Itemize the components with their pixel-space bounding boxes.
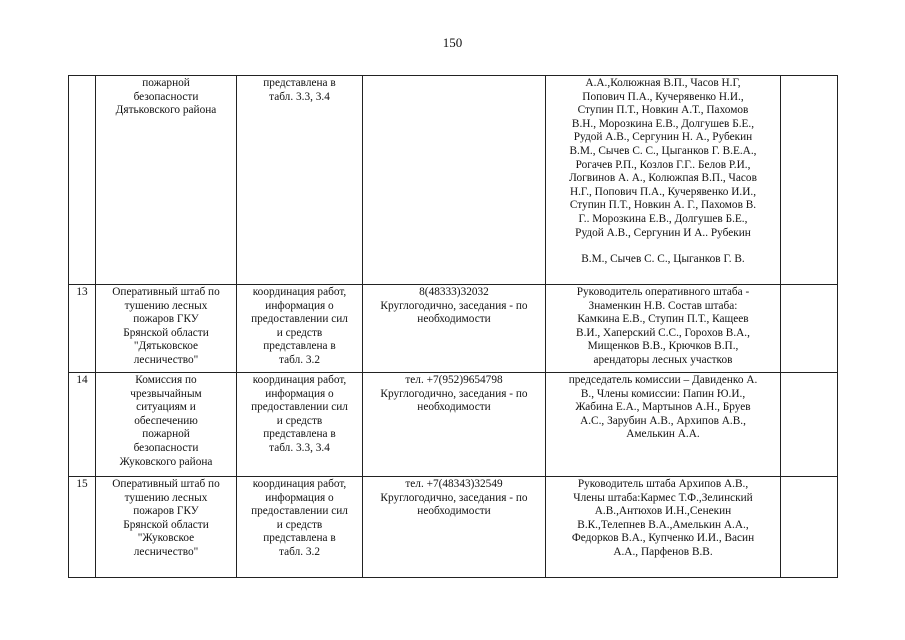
organization-name-cell-line: Жуковского района <box>119 455 213 468</box>
row-number-cell: 13 <box>69 285 96 373</box>
contacts-cell-line: 8(48333)32032 <box>419 286 489 298</box>
organization-name-cell-line: пожарной <box>142 428 190 441</box>
row-number-cell <box>69 76 96 285</box>
members-cell-line: Члены штаба:Кармес Т.Ф.,Зелинский <box>573 491 753 504</box>
contacts-cell <box>363 285 546 373</box>
functions-cell-line: и средств <box>276 518 323 531</box>
functions-cell-line: представлена в <box>263 340 336 353</box>
organization-name-cell-line: Оперативный штаб по <box>112 286 220 298</box>
functions-cell-line: табл. 3.2 <box>279 353 320 366</box>
members-cell-line: В.К.,Телепнев В.А.,Амелькин А.А., <box>577 518 749 531</box>
members-cell-line: Логвинов А. А., Колюжпая В.П., Часов <box>569 172 757 185</box>
organization-name-cell-line: ситуациям и <box>136 401 196 414</box>
functions-cell-line: координация работ, <box>252 286 347 298</box>
functions-cell-line: представлена в <box>263 428 336 441</box>
members-cell-line: Камкина Е.В., Ступин П.Т., Кащеев <box>577 313 749 326</box>
members-cell-line: Ступин П.Т., Новкин А. Г., Пахомов В. <box>569 199 757 212</box>
row-number-cell: 14 <box>69 373 96 477</box>
functions-cell-line: координация работ, <box>252 374 347 386</box>
organization-name-cell-line: обеспечению <box>134 414 198 427</box>
functions-cell-line: табл. 3.3, 3.4 <box>269 441 330 454</box>
members-cell-line: В.Н., Морозкина Е.В., Долгушев Б.Е., <box>571 117 755 130</box>
contacts-cell-line: тел. +7(952)9654798 <box>405 374 503 386</box>
members-cell-line: Знаменкин Н.В. Состав штаба: <box>588 299 738 312</box>
members-cell-line: Н.Г., Попович П.А., Кучерявенко И.И., <box>569 185 757 198</box>
contacts-cell-line: Круглогодично, заседания - по <box>380 299 528 312</box>
functions-cell-line: координация работ, <box>252 478 347 490</box>
page-number: 150 <box>442 35 463 50</box>
organization-name-cell-line: Брянской области <box>123 326 209 339</box>
notes-cell <box>781 373 838 477</box>
members-cell-line: Жабина Е.А., Мартынов А.Н., Бруев <box>575 401 751 414</box>
members-cell-line: Руководитель оперативного штаба - <box>576 286 750 298</box>
functions-cell <box>237 285 363 373</box>
members-cell <box>546 76 781 285</box>
notes-cell <box>781 285 838 373</box>
functions-cell-line: предоставлении сил <box>251 401 348 414</box>
members-cell-line: В.М., Сычев С. С., Цыганков Г. В.Е.А., <box>569 144 757 157</box>
functions-cell-line: и средств <box>276 326 323 339</box>
functions-cell-line: информация о <box>265 491 334 504</box>
organization-name-cell-line: безопасности <box>133 441 199 454</box>
notes-cell <box>781 76 838 285</box>
organization-name-cell <box>96 76 237 285</box>
members-cell-line: А.В.,Антюхов И.Н.,Сенекин <box>594 505 732 518</box>
functions-cell <box>237 373 363 477</box>
contacts-cell <box>363 373 546 477</box>
members-cell <box>546 477 781 578</box>
members-cell-line: Попович П.А., Кучерявенко Н.И., <box>582 90 744 103</box>
members-cell-line: В., Члены комиссии: Папин Ю.И., <box>580 387 746 400</box>
functions-cell-line: и средств <box>276 414 323 427</box>
row-number-cell: 15 <box>69 477 96 578</box>
members-cell-line: Рудой А.В., Сергунин Н. А., Рубекин <box>573 131 753 144</box>
functions-cell-line: информация о <box>265 299 334 312</box>
contacts-cell-line: необходимости <box>417 313 491 326</box>
organization-name-cell-line: тушению лесных <box>124 491 208 504</box>
organization-name-cell-line: лесничество" <box>133 545 199 558</box>
members-cell-line: Г.. Морозкина Е.В., Долгушев Б.Е., <box>578 212 748 225</box>
organization-name-cell-line: пожарной <box>142 77 190 89</box>
functions-cell <box>237 76 363 285</box>
notes-cell <box>781 477 838 578</box>
table-row <box>69 76 838 285</box>
members-cell-line: Амелькин А.А. <box>626 428 700 441</box>
members-cell-line: А.С., Зарубин А.В., Архипов А.В., <box>580 414 746 427</box>
members-cell-line: В.И., Хаперский С.С., Горохов В.А., <box>576 326 750 339</box>
members-gap <box>549 240 777 253</box>
contacts-cell-line: Круглогодично, заседания - по <box>380 387 528 400</box>
members-cell-line: А.А.,Колюжная В.П., Часов Н.Г, <box>585 77 741 89</box>
contacts-cell-line: Круглогодично, заседания - по <box>380 491 528 504</box>
organization-name-cell-line: Брянской области <box>123 518 209 531</box>
contacts-cell-line: необходимости <box>417 401 491 414</box>
table-row <box>69 477 838 578</box>
functions-cell-line: предоставлении сил <box>251 313 348 326</box>
members-cell-line: Рогачев Р.П., Козлов Г.Г.. Белов Р.И., <box>575 158 751 171</box>
table-row <box>69 285 838 373</box>
members-cell <box>546 285 781 373</box>
organization-name-cell-line: тушению лесных <box>124 299 208 312</box>
table-row <box>69 373 838 477</box>
functions-cell <box>237 477 363 578</box>
organization-name-cell <box>96 477 237 578</box>
functions-cell-line: представлена в <box>263 532 336 545</box>
organization-name-cell-line: "Жуковское <box>137 532 195 545</box>
members-cell-line: председатель комиссии – Давиденко А. <box>568 374 758 386</box>
members-cell-line: В.М., Сычев С. С., Цыганков Г. В. <box>581 253 745 266</box>
functions-cell-line: табл. 3.3, 3.4 <box>269 90 330 103</box>
organization-name-cell-line: безопасности <box>133 90 199 103</box>
contacts-cell-line: тел. +7(48343)32549 <box>405 478 503 490</box>
functions-cell-line: предоставлении сил <box>251 505 348 518</box>
members-cell-line: Ступин П.Т., Новкин А.Т., Пахомов <box>577 104 749 117</box>
members-cell <box>546 373 781 477</box>
organization-name-cell <box>96 285 237 373</box>
contacts-cell <box>363 76 546 285</box>
members-cell-line: А.А., Парфенов В.В. <box>613 545 713 558</box>
members-cell-line: Мищенков В.В., Крючков В.П., <box>587 340 739 353</box>
organization-name-cell-line: Оперативный штаб по <box>112 478 220 490</box>
organization-name-cell-line: чрезвычайным <box>130 387 202 400</box>
members-cell-line: Федорков В.А., Купченко И.И., Васин <box>571 532 755 545</box>
organization-name-cell-line: пожаров ГКУ <box>133 505 199 518</box>
organization-name-cell-line: Дятьковского района <box>115 104 217 117</box>
members-cell-line: арендаторы лесных участков <box>593 353 733 366</box>
organization-name-cell <box>96 373 237 477</box>
organization-name-cell-line: Комиссия по <box>135 374 197 386</box>
organization-name-cell-line: "Дятьковское <box>133 340 199 353</box>
organization-name-cell-line: лесничество" <box>133 353 199 366</box>
headquarters-table <box>68 75 838 578</box>
functions-cell-line: информация о <box>265 387 334 400</box>
contacts-cell <box>363 477 546 578</box>
members-cell-line: Руководитель штаба Архипов А.В., <box>577 478 749 490</box>
table-body <box>69 76 838 578</box>
organization-name-cell-line: пожаров ГКУ <box>133 313 199 326</box>
members-cell-line: Рудой А.В., Сергунин И А.. Рубекин <box>575 226 751 239</box>
contacts-cell-line: необходимости <box>417 505 491 518</box>
functions-cell-line: табл. 3.2 <box>279 545 320 558</box>
functions-cell-line: представлена в <box>263 77 336 89</box>
